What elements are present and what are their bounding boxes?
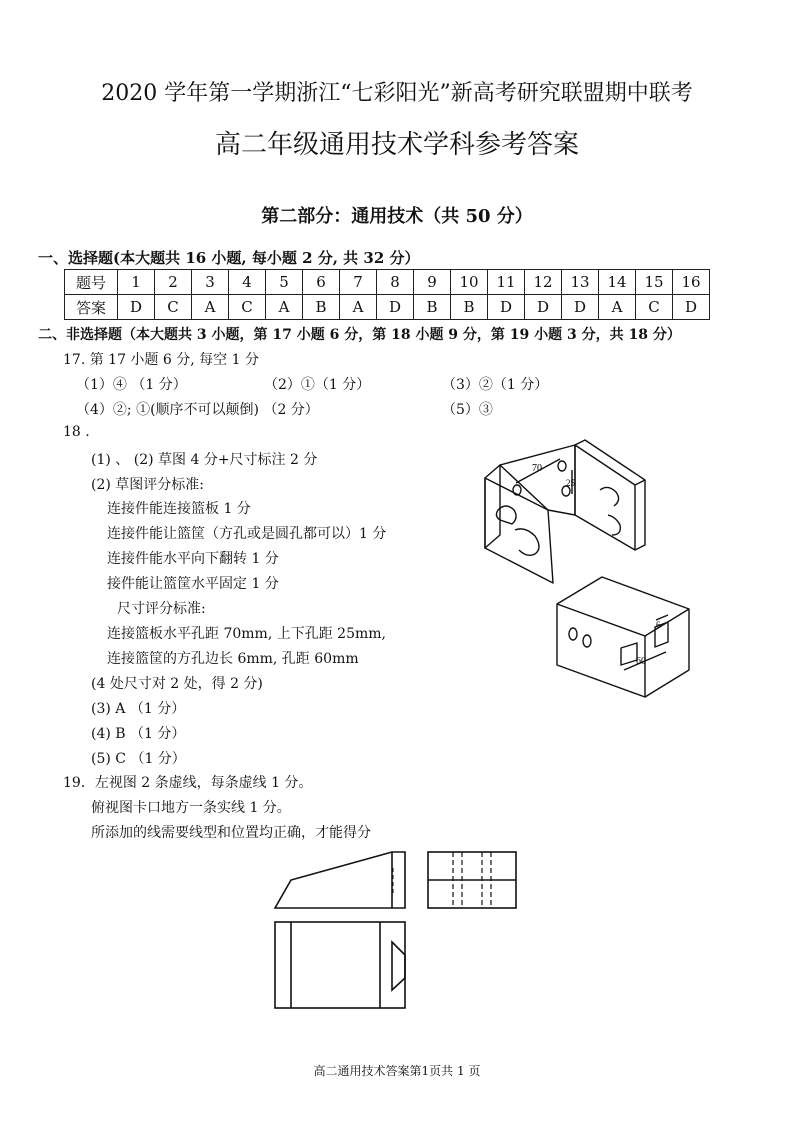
hole	[583, 635, 591, 647]
q18-line: 连接件能让篮筐（方孔或是圆孔都可以）1 分	[107, 526, 387, 542]
square-hole	[621, 643, 637, 665]
answer-key-title: 高二年级通用技术学科参考答案	[214, 130, 579, 160]
section1-heading: 一、选择题(本大题共 16 小题, 每小题 2 分, 共 32 分）	[38, 249, 420, 267]
question-number: 16	[673, 270, 710, 295]
q18-line: (1) 、 (2) 草图 4 分+尺寸标注 2 分	[91, 452, 318, 468]
row-label-number: 题号	[65, 270, 118, 295]
dim-label-60: 60	[636, 656, 646, 667]
dim-label-6: 6	[656, 620, 661, 630]
square-hole	[655, 622, 668, 647]
q18-line: 连接件能水平向下翻转 1 分	[107, 551, 279, 567]
notch	[392, 942, 405, 990]
q18-heading: 18 .	[63, 424, 90, 440]
q18-line: (4 处尺寸对 2 处，得 2 分)	[91, 676, 263, 692]
question-number: 1	[118, 270, 155, 295]
question-number: 2	[155, 270, 192, 295]
answer-cell: D	[377, 295, 414, 320]
question-number: 9	[414, 270, 451, 295]
q18-line: 连接篮板水平孔距 70mm, 上下孔距 25mm,	[107, 626, 386, 642]
answer-cell: D	[118, 295, 155, 320]
question-number: 12	[525, 270, 562, 295]
slot	[608, 515, 620, 535]
question-number: 6	[303, 270, 340, 295]
slot	[600, 487, 619, 506]
dim-line-6	[656, 615, 668, 620]
q19-line: 19．左视图 2 条虚线，每条虚线 1 分。	[63, 775, 313, 791]
question-number: 7	[340, 270, 377, 295]
dim-label-70: 70	[532, 463, 542, 474]
hole	[513, 485, 521, 495]
answer-cell: A	[192, 295, 229, 320]
q17-answer-3: （3）②（1 分）	[442, 377, 549, 393]
q18-line: 接件能让篮筐水平固定 1 分	[107, 576, 279, 592]
box-outline	[557, 577, 689, 697]
q18-line: (3) A （1 分）	[91, 701, 186, 717]
question-number: 14	[599, 270, 636, 295]
hole	[558, 461, 566, 471]
bracket-back-plate	[500, 445, 575, 515]
exam-title: 2020 学年第一学期浙江“七彩阳光”新高考研究联盟期中联考	[101, 81, 693, 106]
hole	[562, 486, 570, 496]
slot	[496, 506, 516, 524]
question-number: 15	[636, 270, 673, 295]
question-number: 10	[451, 270, 488, 295]
q17-answer-5: （5）③	[442, 402, 493, 418]
answer-cell: A	[340, 295, 377, 320]
dim-label-25: 25	[566, 478, 575, 488]
q18-line: (2) 草图评分标准:	[91, 477, 204, 493]
q19-line: 所添加的线需要线型和位置均正确，才能得分	[91, 825, 371, 841]
left-view	[428, 852, 516, 908]
question-number: 11	[488, 270, 525, 295]
q18-line: 连接件能连接篮板 1 分	[107, 501, 251, 517]
section2-heading: 二、非选择题（本大题共 3 小题，第 17 小题 6 分，第 18 小题 9 分，第 19 小题 3 分，共 18 分）	[38, 327, 681, 343]
hole	[569, 628, 577, 640]
answer-cell: D	[488, 295, 525, 320]
answer-cell: C	[636, 295, 673, 320]
part-heading: 第二部分：通用技术（共 50 分）	[261, 206, 533, 227]
question-number: 3	[192, 270, 229, 295]
answer-cell: A	[599, 295, 636, 320]
top-view	[275, 922, 405, 1008]
answer-cell: D	[562, 295, 599, 320]
question-number: 4	[229, 270, 266, 295]
table-row	[65, 295, 710, 320]
bracket-right-plate	[575, 445, 635, 550]
answer-cell: A	[266, 295, 303, 320]
q18-line: (5) C （1 分）	[91, 751, 186, 767]
row-label-answer: 答案	[65, 295, 118, 320]
q17-answer-2: （2）①（1 分）	[264, 377, 371, 393]
q17-answer-4: （4）②; ①(顺序不可以颠倒) （2 分）	[76, 402, 319, 418]
q18-line: (4) B （1 分）	[91, 726, 186, 742]
answer-table	[64, 269, 710, 320]
q17-heading: 17. 第 17 小题 6 分, 每空 1 分	[63, 352, 259, 368]
answer-cell: C	[229, 295, 266, 320]
answer-cell: B	[451, 295, 488, 320]
question-number: 5	[266, 270, 303, 295]
question-number: 8	[377, 270, 414, 295]
answer-cell: B	[303, 295, 340, 320]
front-view	[275, 852, 405, 908]
q17-answer-1: （1）④ （1 分）	[76, 377, 187, 393]
answer-cell: B	[414, 295, 451, 320]
bracket-left-edge	[485, 465, 500, 548]
dim-line-60	[624, 652, 666, 670]
answer-cell: D	[673, 295, 710, 320]
q19-line: 俯视图卡口地方一条实线 1 分。	[91, 800, 291, 816]
answer-cell: C	[155, 295, 192, 320]
page-footer: 高二通用技术答案第1页共 1 页	[313, 1064, 481, 1078]
q18-line: 连接篮筐的方孔边长 6mm, 孔距 60mm	[107, 651, 359, 667]
bracket-left-plate	[485, 478, 553, 583]
q18-line: 尺寸评分标准:	[117, 601, 206, 617]
table-row	[65, 270, 710, 295]
answer-cell: D	[525, 295, 562, 320]
question-number: 13	[562, 270, 599, 295]
dim-line-70	[516, 459, 560, 483]
slot	[515, 529, 539, 555]
